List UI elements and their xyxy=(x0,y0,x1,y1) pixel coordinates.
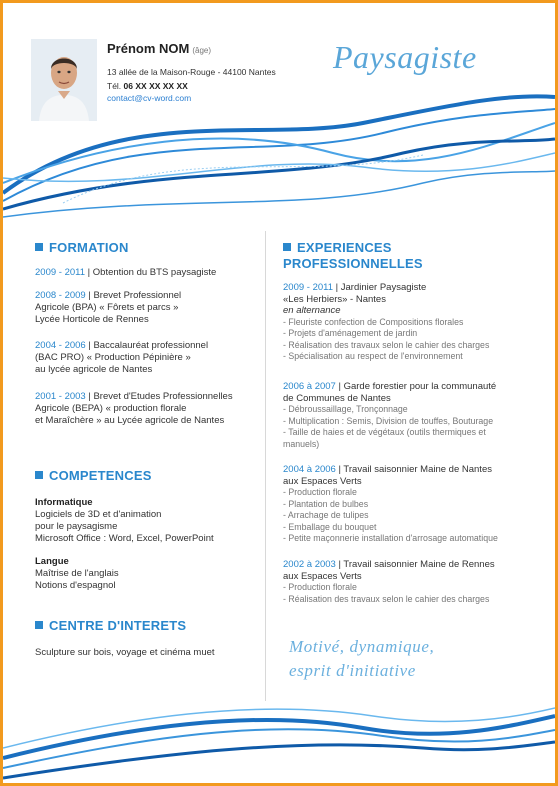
column-divider xyxy=(265,231,266,701)
experience-item: 2009 - 2011 | Jardinier Paysagiste «Les Herbiers» - Nantes en alternance - Fleuriste confection de Compositions florales - Projets d'aménagement de jardin - Réalisation des travaux selon le cahier des charges - Spécialisation au respect de l'environnement xyxy=(283,282,490,361)
formation-item: 2009 - 2011 | Obtention du BTS paysagiste xyxy=(35,267,217,278)
competence-group: Langue Maîtrise de l'anglais Notions d'espagnol xyxy=(35,556,119,591)
interets-text: Sculpture sur bois, voyage et cinéma muet xyxy=(35,647,215,658)
formation-item: 2001 - 2003 | Brevet d'Etudes Professionnelles Agricole (BEPA) « production florale et Maraîchère » au Lycée agricole de Nantes xyxy=(35,391,233,426)
experience-item: 2002 à 2003 | Travail saisonnier Maine de Rennes aux Espaces Verts - Production florale - Réalisation des travaux selon le cahier des charges xyxy=(283,559,495,604)
candidate-age: (âge) xyxy=(192,46,212,55)
decorative-waves-bottom xyxy=(3,698,555,783)
experience-item: 2004 à 2006 | Travail saisonnier Maine de Nantes aux Espaces Verts - Production florale - Plantation de bulbes - Arrachage de tulipes - Emballage du bouquet - Petite maçonnerie installation d'arrosage automatique xyxy=(283,464,498,543)
formation-title: FORMATION xyxy=(35,240,129,256)
experience-item: 2006 à 2007 | Garde forestier pour la communauté de Communes de Nantes - Débroussaillage, Tronçonnage - Multiplication : Semis, Division de touffes, Bouturage - Taille de haies et de végétaux (outils thermiques et manuels) xyxy=(283,381,497,449)
competence-group: Informatique Logiciels de 3D et d'animation pour le paysagisme Microsoft Office : Word, Excel, PowerPoint xyxy=(35,497,214,544)
formation-item: 2008 - 2009 | Brevet Professionnel Agricole (BPA) « Fôrets et parcs » Lycée Horticole de Rennes xyxy=(35,290,182,325)
experiences-title: EXPERIENCES PROFESSIONNELLES xyxy=(283,240,423,271)
email-link[interactable]: contact@cv-word.com xyxy=(107,93,192,103)
address: 13 allée de la Maison-Rouge - 44100 Nantes xyxy=(107,67,276,77)
formation-item: 2004 - 2006 | Baccalauréat professionnel (BAC PRO) « Production Pépinière » au lycée agricole de Nantes xyxy=(35,340,209,375)
competences-title: COMPETENCES xyxy=(35,468,152,484)
candidate-name: Prénom NOM (âge) xyxy=(107,41,212,56)
decorative-waves-top xyxy=(3,83,555,233)
interets-title: CENTRE D'INTERETS xyxy=(35,618,186,634)
job-title: Paysagiste xyxy=(333,39,477,75)
phone: Tél. 06 XX XX XX XX xyxy=(107,81,188,91)
motto: Motivé, dynamique, esprit d'initiative xyxy=(289,637,435,680)
